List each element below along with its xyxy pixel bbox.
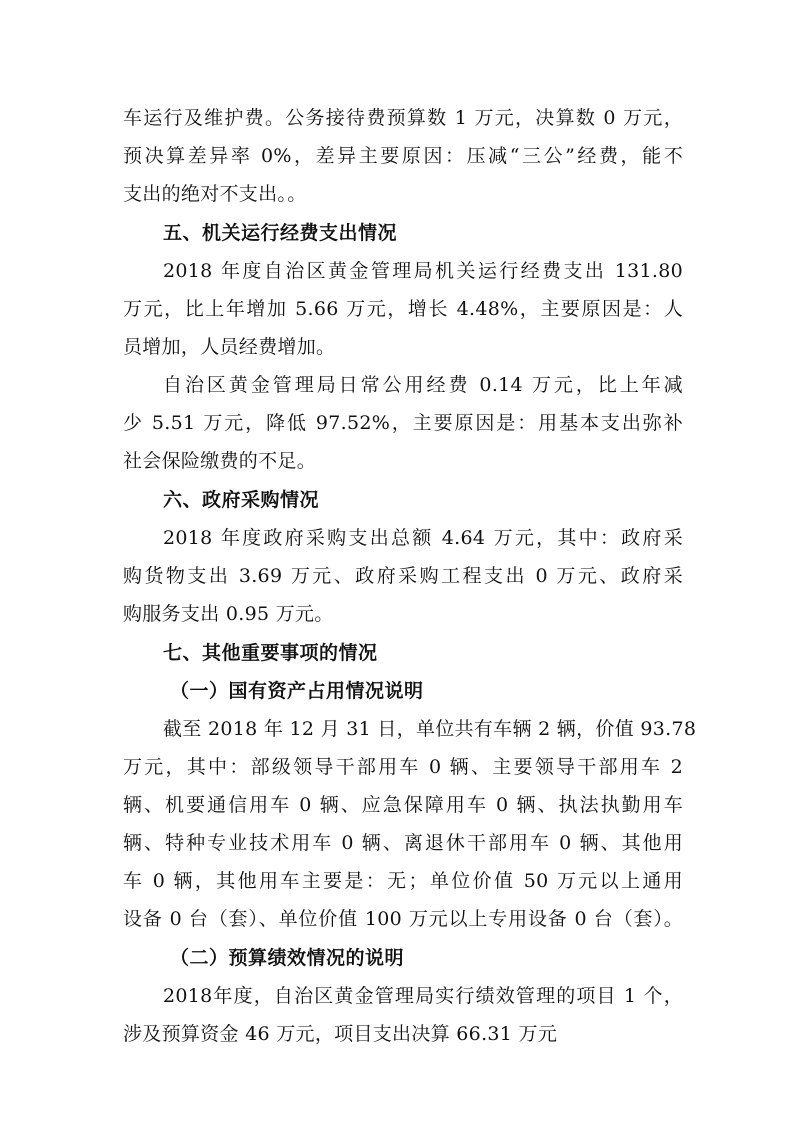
subsection-heading-2: （二）预算绩效情况的说明: [170, 947, 405, 969]
body-text-line: 自治区黄金管理局日常公用经费 0.14 万元，比上年减: [163, 374, 683, 396]
body-text-line: 辆、特种专业技术用车 0 辆、离退休干部用车 0 辆、其他用: [123, 832, 683, 854]
body-text-line: 车 0 辆，其他用车主要是：无；单位价值 50 万元以上通用: [123, 870, 683, 892]
body-text-line: 万元，比上年增加 5.66 万元，增长 4.48%，主要原因是：人: [123, 298, 683, 320]
subsection-heading-1: （一）国有资产占用情况说明: [170, 680, 424, 702]
section-heading-6: 六、政府采购情况: [163, 489, 320, 511]
body-text-line: 购货物支出 3.69 万元、政府采购工程支出 0 万元、政府采: [123, 565, 683, 587]
body-text-line: 2018 年度政府采购支出总额 4.64 万元，其中：政府采: [163, 527, 683, 549]
body-text-line: 2018 年度自治区黄金管理局机关运行经费支出 131.80: [163, 260, 683, 282]
body-text-line: 涉及预算资金 46 万元，项目支出决算 66.31 万元: [123, 1023, 558, 1045]
section-heading-7: 七、其他重要事项的情况: [163, 642, 378, 664]
body-text-line: 车运行及维护费。公务接待费预算数 1 万元，决算数 0 万元，: [123, 107, 683, 129]
body-text-line: 少 5.51 万元，降低 97.52%，主要原因是：用基本支出弥补: [123, 412, 683, 434]
body-text-line: 2018年度，自治区黄金管理局实行绩效管理的项目 1 个，: [163, 985, 683, 1007]
body-text-line: 截至 2018 年 12 月 31 日，单位共有车辆 2 辆，价值 93.78: [163, 718, 697, 740]
section-heading-5: 五、机关运行经费支出情况: [163, 222, 398, 244]
body-text-line: 设备 0 台（套）、单位价值 100 万元以上专用设备 0 台（套）。: [123, 908, 683, 930]
body-text-line: 辆、机要通信用车 0 辆、应急保障用车 0 辆、执法执勤用车: [123, 794, 683, 816]
body-text-line: 万元，其中：部级领导干部用车 0 辆、主要领导干部用车 2: [123, 756, 683, 778]
body-text-line: 支出的绝对不支出。。: [123, 183, 307, 205]
body-text-line: 员增加，人员经费增加。: [123, 336, 336, 358]
body-text-line: 购服务支出 0.95 万元。: [123, 603, 334, 625]
body-text-line: 社会保险缴费的不足。: [123, 450, 317, 472]
body-text-line: 预决算差异率 0%，差异主要原因：压减“三公”经费，能不: [123, 145, 683, 167]
